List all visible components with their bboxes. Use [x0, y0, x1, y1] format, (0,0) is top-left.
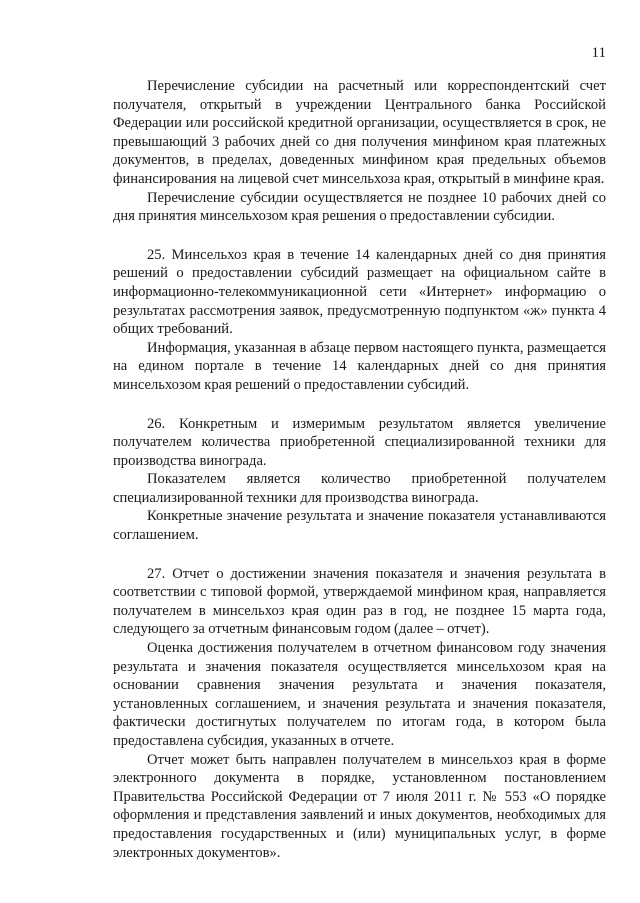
page-number: 11 [591, 45, 606, 61]
section-gap [113, 226, 606, 246]
paragraph-item-27-electronic: Отчет может быть направлен получателем в минсельхоз края в форме электронного документа в порядке, установленном постановлением Правительства Российской Федерации от 7 июля 2011 г. № 553 «О порядке оформления и представления заявлений и иных документов, необходимых для предоставления государственных и (или) муниципальных услуг, в форме электронных документов». [113, 751, 606, 861]
paragraph-item-26: 26. Конкретным и измеримым результатом является увеличение получателем количества приобретенной специализированной техники для производства винограда. [113, 415, 606, 469]
paragraph-item-26-agreement: Конкретные значение результата и значение показателя устанавливаются соглашением. [113, 508, 606, 544]
paragraph-subsidy-transfer-deadline: Перечисление субсидии осуществляется не позднее 10 рабочих дней со дня принятия минсельхозом края решения о предоставлении субсидии. [113, 189, 606, 225]
paragraph-subsidy-transfer-account: Перечисление субсидии на расчетный или корреспондентский счет получателя, открытый в учреждении Центрального банка Российской Федерации или российской кредитной организации, осуществляется в срок, не превышающий 3 рабочих дней со дня получения минфином края платежных документов, в пределах, доведенных минфином края предельных объемов финансирования на лицевой счет минсельхоза края, открытый в минфине края. [113, 78, 606, 187]
section-gap [113, 545, 606, 565]
paragraph-item-27-evaluation: Оценка достижения получателем в отчетном финансовом году значения результата и значения показателя осуществляется минсельхозом края на основании сравнения значения результата и значения показателя, установленных соглашением, и значения результата и значения показателя, фактически достигнутых получателем по итогам года, в котором была предоставлена субсидия, указанных в отчете. [113, 640, 606, 749]
paragraph-item-25: 25. Минсельхоз края в течение 14 календарных дней со дня принятия решений о предоставлении субсидий размещает на официальном сайте в информационно-телекоммуникационной сети «Интернет» информацию о результатах рассмотрения заявок, предусмотренную подпунктом «ж» пункта 4 общих требований. [113, 246, 606, 338]
document-body [113, 77, 606, 862]
paragraph-item-25-portal: Информация, указанная в абзаце первом настоящего пункта, размещается на едином портале в течение 14 календарных дней со дня принятия минсельхозом края решений о предоставлении субсидий. [113, 339, 606, 393]
paragraph-item-26-indicator: Показателем является количество приобретенной получателем специализированной техники для производства винограда. [113, 471, 606, 506]
paragraph-item-27: 27. Отчет о достижении значения показателя и значения результата в соответствии с типовой формой, утверждаемой минфином края, направляется получателем в минсельхоз края один раз в год, не позднее 15 марта года, следующего за отчетным финансовым годом (далее – отчет). [113, 565, 606, 638]
section-gap [113, 395, 606, 415]
